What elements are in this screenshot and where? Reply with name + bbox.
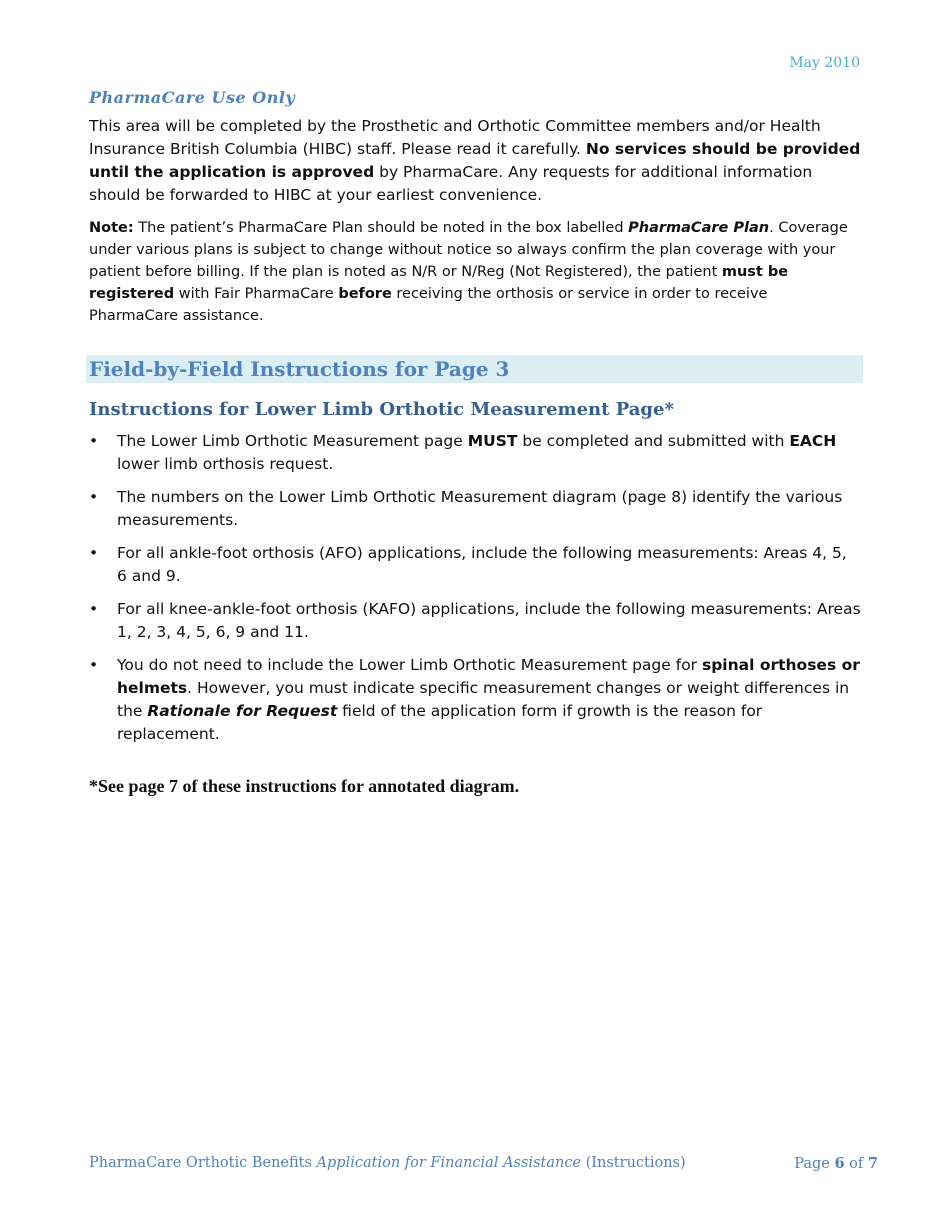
see-page-note: *See page 7 of these instructions for annotated diagram. bbox=[89, 776, 520, 796]
list-item bbox=[89, 542, 861, 588]
page-label: Page bbox=[794, 1156, 835, 1172]
document-date: May 2010 bbox=[789, 55, 860, 71]
bullet-icon: • bbox=[89, 544, 99, 562]
bullet-icon: • bbox=[89, 600, 99, 618]
list-item bbox=[89, 598, 861, 644]
note-label: Note: bbox=[89, 220, 134, 236]
footer-text: PharmaCare Orthotic Benefits bbox=[89, 1155, 317, 1171]
note-text: with Fair PharmaCare bbox=[174, 286, 339, 302]
item-bold: EACH bbox=[789, 432, 837, 450]
use-only-paragraph bbox=[89, 115, 861, 207]
item-text: . However, you must indicate specific measurement changes or weight differences in the bbox=[117, 679, 850, 720]
para-text: by PharmaCare. Any requests for additional information should be forwarded to HIBC at your earliest convenience. bbox=[89, 163, 813, 204]
note-bold-italic: PharmaCare Plan bbox=[628, 220, 770, 236]
item-bold: spinal orthoses or helmets bbox=[117, 656, 860, 697]
note-bold: before bbox=[338, 286, 392, 302]
page-of: of bbox=[844, 1156, 868, 1172]
list-item bbox=[89, 430, 861, 476]
section-heading-band bbox=[86, 355, 863, 383]
footer-text: (Instructions) bbox=[581, 1155, 686, 1171]
instruction-list bbox=[89, 430, 861, 746]
note-paragraph bbox=[89, 217, 861, 327]
page-footer bbox=[89, 1155, 878, 1172]
footer-document-title bbox=[89, 1155, 686, 1172]
document-body bbox=[89, 88, 861, 797]
footer-italic: Application for Financial Assistance bbox=[316, 1155, 582, 1171]
pharmacare-use-only-heading: PharmaCare Use Only bbox=[89, 88, 296, 107]
bullet-icon: • bbox=[89, 656, 99, 674]
list-item bbox=[89, 654, 861, 746]
note-text: . Coverage under various plans is subject to change without notice so always confirm the plan coverage with your patient before billing. If the plan is noted as N/R or N/Reg (Not Registered), the patient bbox=[89, 220, 848, 280]
item-text: The Lower Limb Orthotic Measurement page bbox=[117, 432, 468, 450]
page-number bbox=[794, 1155, 878, 1172]
item-text: lower limb orthosis request. bbox=[117, 455, 334, 473]
note-text: receiving the orthosis or service in order to receive PharmaCare assistance. bbox=[89, 286, 768, 324]
list-item bbox=[89, 486, 861, 532]
note-text: The patient’s PharmaCare Plan should be noted in the box labelled bbox=[133, 220, 629, 236]
item-text: field of the application form if growth is the reason for replacement. bbox=[117, 702, 763, 743]
section-title: Field-by-Field Instructions for Page 3 bbox=[89, 357, 510, 381]
bullet-icon: • bbox=[89, 488, 99, 506]
item-text: For all ankle-foot orthosis (AFO) applications, include the following measurements: Areas 4, 5, 6 and 9. bbox=[117, 544, 847, 585]
item-bold-italic: Rationale for Request bbox=[147, 702, 338, 720]
page-current: 6 bbox=[834, 1155, 845, 1172]
note-bold: must be registered bbox=[89, 264, 789, 302]
item-bold: MUST bbox=[467, 432, 518, 450]
item-text: be completed and submitted with bbox=[517, 432, 790, 450]
page-total: 7 bbox=[867, 1155, 878, 1172]
item-text: You do not need to include the Lower Limb Orthotic Measurement page for bbox=[117, 656, 702, 674]
bullet-icon: • bbox=[89, 432, 99, 450]
section-subtitle: Instructions for Lower Limb Orthotic Measurement Page* bbox=[89, 399, 674, 420]
para-bold: No services should be provided until the application is approved bbox=[89, 140, 861, 181]
item-text: The numbers on the Lower Limb Orthotic Measurement diagram (page 8) identify the various measurements. bbox=[117, 488, 843, 529]
para-text: This area will be completed by the Prosthetic and Orthotic Committee members and/or Health Insurance British Columbia (HIBC) staff. Please read it carefully. bbox=[89, 117, 821, 158]
item-text: For all knee-ankle-foot orthosis (KAFO) applications, include the following measurements: Areas 1, 2, 3, 4, 5, 6, 9 and 11. bbox=[117, 600, 861, 641]
